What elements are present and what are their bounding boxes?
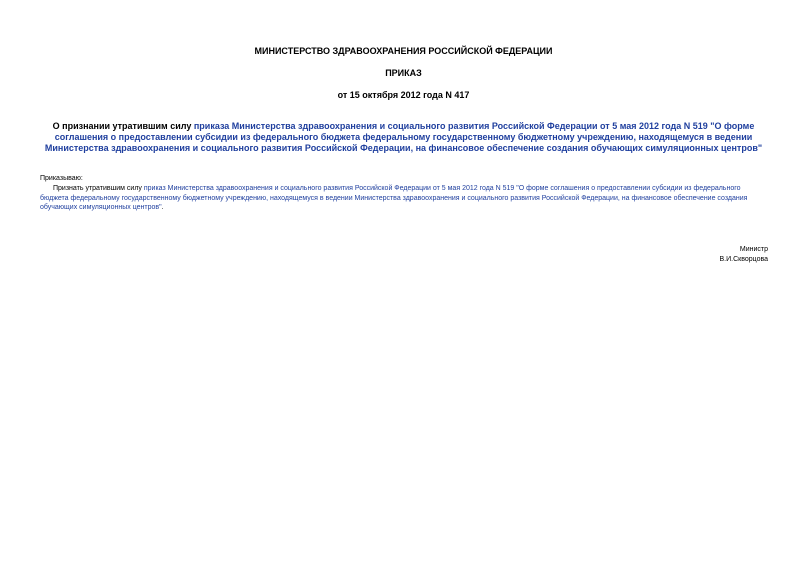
title-link-order-519[interactable]: приказа Министерства здравоохранения и социального развития Российской Федерации от 5 мая 2012 года N 519 "О форме соглашения о предоставлении субсидии из федерального бюджета федеральному государственному бюджетному учреждению, находящемуся в ведении Министерства здравоохранения и социального развития Российской Федерации, на финансовое обеспечение создания обучающих симуляционных центров" [44, 121, 763, 153]
paragraph-prefix: Признать утратившим силу [53, 185, 144, 192]
order-paragraph [40, 184, 770, 213]
signature-name: В.И.Скворцова [719, 256, 768, 263]
document-title [40, 121, 767, 154]
paragraph-suffix: . [161, 204, 164, 211]
document-date-number: от 15 октября 2012 года N 417 [337, 90, 470, 100]
document-type: ПРИКАЗ [385, 68, 422, 78]
preamble-text: Приказываю: [40, 175, 83, 182]
ministry-heading: МИНИСТЕРСТВО ЗДРАВООХРАНЕНИЯ РОССИЙСКОЙ ФЕДЕРАЦИИ [254, 46, 553, 56]
signature-position: Министр [739, 246, 768, 253]
title-prefix: О признании утратившим силу [52, 121, 194, 131]
paragraph-link-order-519[interactable]: приказ Министерства здравоохранения и социального развития Российской Федерации от 5 мая 2012 года N 519 "О форме соглашения о предоставлении субсидии из федерального бюджета федеральному государственному бюджетному учреждению, находящемуся в ведении Министерства здравоохранения и социального развития Российской Федерации, на финансовое обеспечение создания обучающих симуляционных центров" [40, 185, 748, 211]
